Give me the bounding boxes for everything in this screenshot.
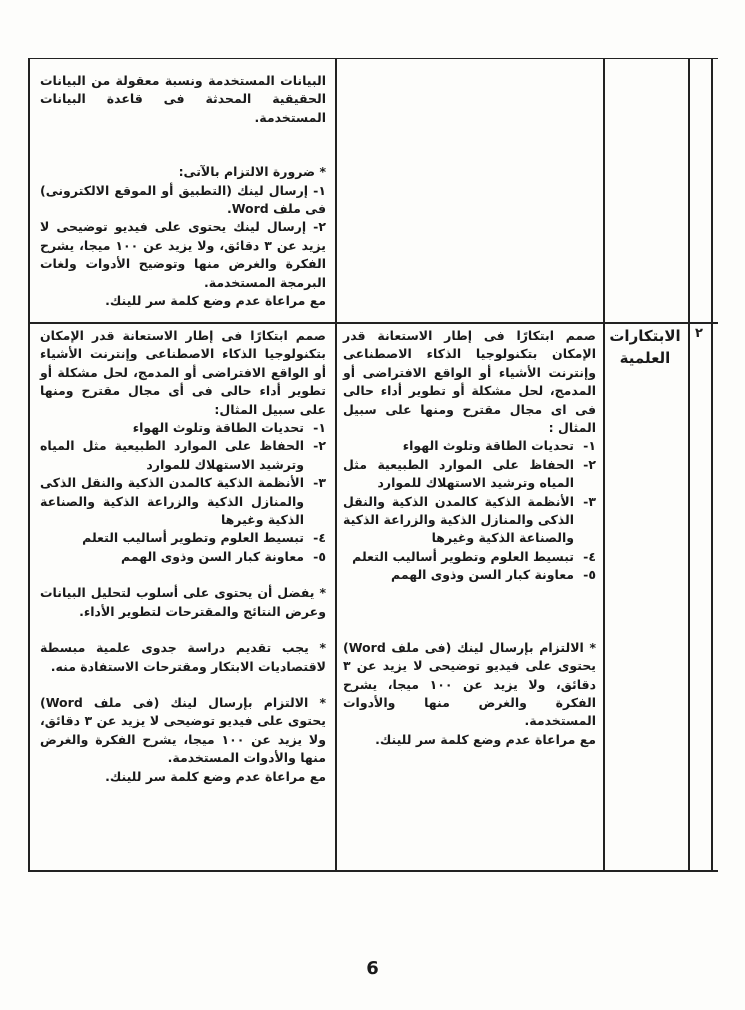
list-item: ٢- الحفاظ على الموارد الطبيعية مثل المياه وترشيد الاستهلاك للموارد (40, 438, 326, 472)
preference-paragraph: * يفضل أن يحتوى على أسلوب لتحليل البيانات وعرض النتائج والمقترحات لتطوير الأداء. (40, 585, 326, 619)
row2-description-cell (343, 327, 596, 749)
list-item: ١- تحديات الطاقة وتلوث الهواء (132, 420, 326, 436)
table-border-right (711, 58, 713, 871)
table-bottom-border (28, 870, 718, 872)
table-border-left (28, 58, 30, 871)
list-item: ٤- تبسيط العلوم وتطوير أساليب التعلم (352, 548, 596, 564)
cell-paragraph: صمم ابتكارًا فى إطار الاستعانة قدر الإمكان بتكنولوجيا الذكاء الاصطناعى وإنترنت الأشياء أو الواقع الافتراضى أو المدمج، لحل مشكلة أو تطوير أداء حالى فى أى مجال مقترح ومنها على سبيل المثال: (40, 328, 326, 417)
list-item: ٢- الحفاظ على الموارد الطبيعية مثل المياه وترشيد الاستهلاك للموارد (343, 456, 596, 491)
table-column-divider (335, 58, 337, 871)
commitment-paragraph: * الالتزام بإرسال لينك (فى ملف Word) يحتوى على فيديو توضيحى لا يزيد عن ٣ دقائق، ولا يزيد عن ١٠٠ ميجا، يشرح الفكرة والغرض منها والأدوات المستخدمة. (40, 694, 326, 766)
list-item: ٣- الأنظمة الذكية كالمدن الذكية والنقل الذكى والمنازل الذكية والزراعة الذكية والصناعة الذكية وغيرها (343, 493, 596, 546)
table-row-divider (28, 322, 718, 324)
requirement-item: ١- إرسال لينك (التطبيق أو الموقع الالكترونى) فى ملف Word. (40, 182, 326, 217)
list-item: ٣- الأنظمة الذكية كالمدن الذكية والنقل الذكى والمنازل الذكية والزراعة الذكية والصناعة الذكية وغيرها (40, 475, 326, 528)
cell-paragraph: البيانات المستخدمة ونسبة معقولة من البيانات الحقيقية المحدثة فى قاعدة البيانات المستخدمة. (40, 73, 326, 125)
list-item: ٥- معاونة كبار السن وذوى الهمم (391, 567, 596, 583)
row1-requirements-cell (40, 72, 326, 310)
commitment-paragraph: * الالتزام بإرسال لينك (فى ملف Word) يحتوى على فيديو توضيحى لا يزيد عن ٣ دقائق، ولا يزيد عن ١٠٠ ميجا، يشرح الفكرة والغرض منها والأدوات المستخدمة. (343, 639, 596, 729)
row2-requirements-cell (40, 327, 326, 786)
row-number: ٢ (695, 326, 703, 341)
password-note: مع مراعاة عدم وضع كلمة سر للينك. (105, 293, 326, 309)
list-item: ٥- معاونة كبار السن وذوى الهمم (121, 548, 326, 564)
requirements-heading: * ضرورة الالتزام بالآتى: (178, 164, 326, 180)
table-top-border (28, 58, 718, 59)
cell-paragraph: صمم ابتكارًا فى إطار الاستعانة قدر الإمكان بتكنولوجيا الذكاء الاصطناعى وإنترنت الأشياء أو الواقع الافتراضى أو المدمج، لحل مشكلة أو تطوير أداء حالى فى اى مجال مقترح ومنها على سبيل المثال : (343, 328, 596, 436)
list-item: ١- تحديات الطاقة وتلوث الهواء (402, 438, 596, 454)
feasibility-paragraph: * يجب تقديم دراسة جدوى علمية مبسطة لاقتصاديات الابتكار ومقترحات الاستفادة منه. (40, 640, 326, 674)
examples-list (343, 437, 596, 584)
requirement-item: ٢- إرسال لينك يحتوى على فيديو توضيحى لا يزيد عن ٣ دقائق، ولا يزيد عن ١٠٠ ميجا، يشرح الفكرة والغرض منها وتوضيح الأدوات ولغات البرمجة المستخدمة. (40, 219, 326, 290)
examples-list (40, 419, 326, 566)
table-column-divider (603, 58, 605, 871)
table-column-divider (688, 58, 690, 871)
list-item: ٤- تبسيط العلوم وتطوير أساليب التعلم (82, 530, 326, 546)
password-note: مع مراعاة عدم وضع كلمة سر للينك. (375, 731, 596, 747)
category-title: الابتكارات العلمية (609, 327, 681, 367)
page-number: 6 (366, 958, 379, 979)
password-note: مع مراعاة عدم وضع كلمة سر للينك. (105, 768, 326, 784)
